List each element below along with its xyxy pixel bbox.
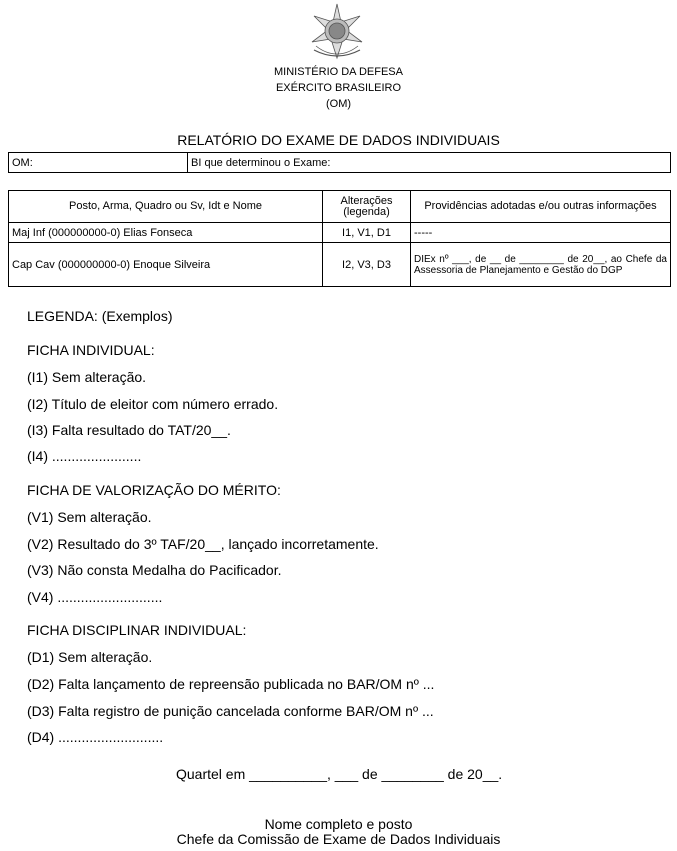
table-row bbox=[9, 223, 671, 243]
signature-name: Nome completo e posto bbox=[264, 816, 413, 832]
row-providencias: DIEx nº ___, de __ de ________ de 20__, ao Chefe da Assessoria de Planejamento e Gestão do DGP bbox=[411, 243, 671, 287]
legend-item: (V4) ........................... bbox=[27, 589, 163, 605]
coat-of-arms-icon bbox=[306, 2, 368, 60]
row-providencias: ----- bbox=[411, 223, 671, 243]
army-name: EXÉRCITO BRASILEIRO bbox=[275, 82, 402, 94]
place-date-line: Quartel em __________, ___ de ________ de 20__. bbox=[176, 766, 503, 782]
table-row bbox=[9, 243, 671, 287]
row-name: Maj Inf (000000000-0) Elias Fonseca bbox=[9, 223, 323, 243]
legend-item: (D3) Falta registro de punição cancelada conforme BAR/OM nº ... bbox=[27, 703, 434, 719]
data-table bbox=[8, 190, 671, 287]
om-field: OM: bbox=[9, 153, 188, 173]
row-alteracoes: I1, V1, D1 bbox=[323, 223, 411, 243]
bi-field: BI que determinou o Exame: bbox=[188, 153, 671, 173]
legend-item: (V2) Resultado do 3º TAF/20__, lançado incorretamente. bbox=[27, 536, 379, 552]
legend-item: (V3) Não consta Medalha do Pacificador. bbox=[27, 562, 282, 578]
column-header-providencias: Providências adotadas e/ou outras informações bbox=[411, 191, 671, 223]
signature-role: Chefe da Comissão de Exame de Dados Individuais bbox=[176, 831, 501, 847]
section-title-valorizacao: FICHA DE VALORIZAÇÃO DO MÉRITO: bbox=[27, 482, 281, 498]
legend-item: (I1) Sem alteração. bbox=[27, 369, 147, 385]
legend-item: (D2) Falta lançamento de repreensão publicada no BAR/OM nº ... bbox=[27, 676, 435, 692]
legend-item: (D1) Sem alteração. bbox=[27, 649, 153, 665]
legend-item: (I2) Título de eleitor com número errado. bbox=[27, 396, 279, 412]
section-title-ficha-individual: FICHA INDIVIDUAL: bbox=[27, 342, 155, 358]
legend-item: (V1) Sem alteração. bbox=[27, 509, 152, 525]
row-name: Cap Cav (000000000-0) Enoque Silveira bbox=[9, 243, 323, 287]
legend-item: (I3) Falta resultado do TAT/20__. bbox=[27, 422, 231, 438]
column-header-alteracoes: Alterações (legenda) bbox=[323, 191, 411, 223]
row-alteracoes: I2, V3, D3 bbox=[323, 243, 411, 287]
table-header-row bbox=[9, 191, 671, 223]
page-title: RELATÓRIO DO EXAME DE DADOS INDIVIDUAIS bbox=[177, 132, 500, 148]
legend-item: (D4) ........................... bbox=[27, 729, 164, 745]
info-table bbox=[8, 152, 671, 173]
column-header-name: Posto, Arma, Quadro ou Sv, Idt e Nome bbox=[9, 191, 323, 223]
ministry-name: MINISTÉRIO DA DEFESA bbox=[274, 66, 403, 78]
section-title-disciplinar: FICHA DISCIPLINAR INDIVIDUAL: bbox=[27, 622, 247, 638]
legend-heading: LEGENDA: (Exemplos) bbox=[27, 308, 173, 324]
unit-label: (OM) bbox=[325, 98, 352, 110]
legend-item: (I4) ....................... bbox=[27, 448, 142, 464]
